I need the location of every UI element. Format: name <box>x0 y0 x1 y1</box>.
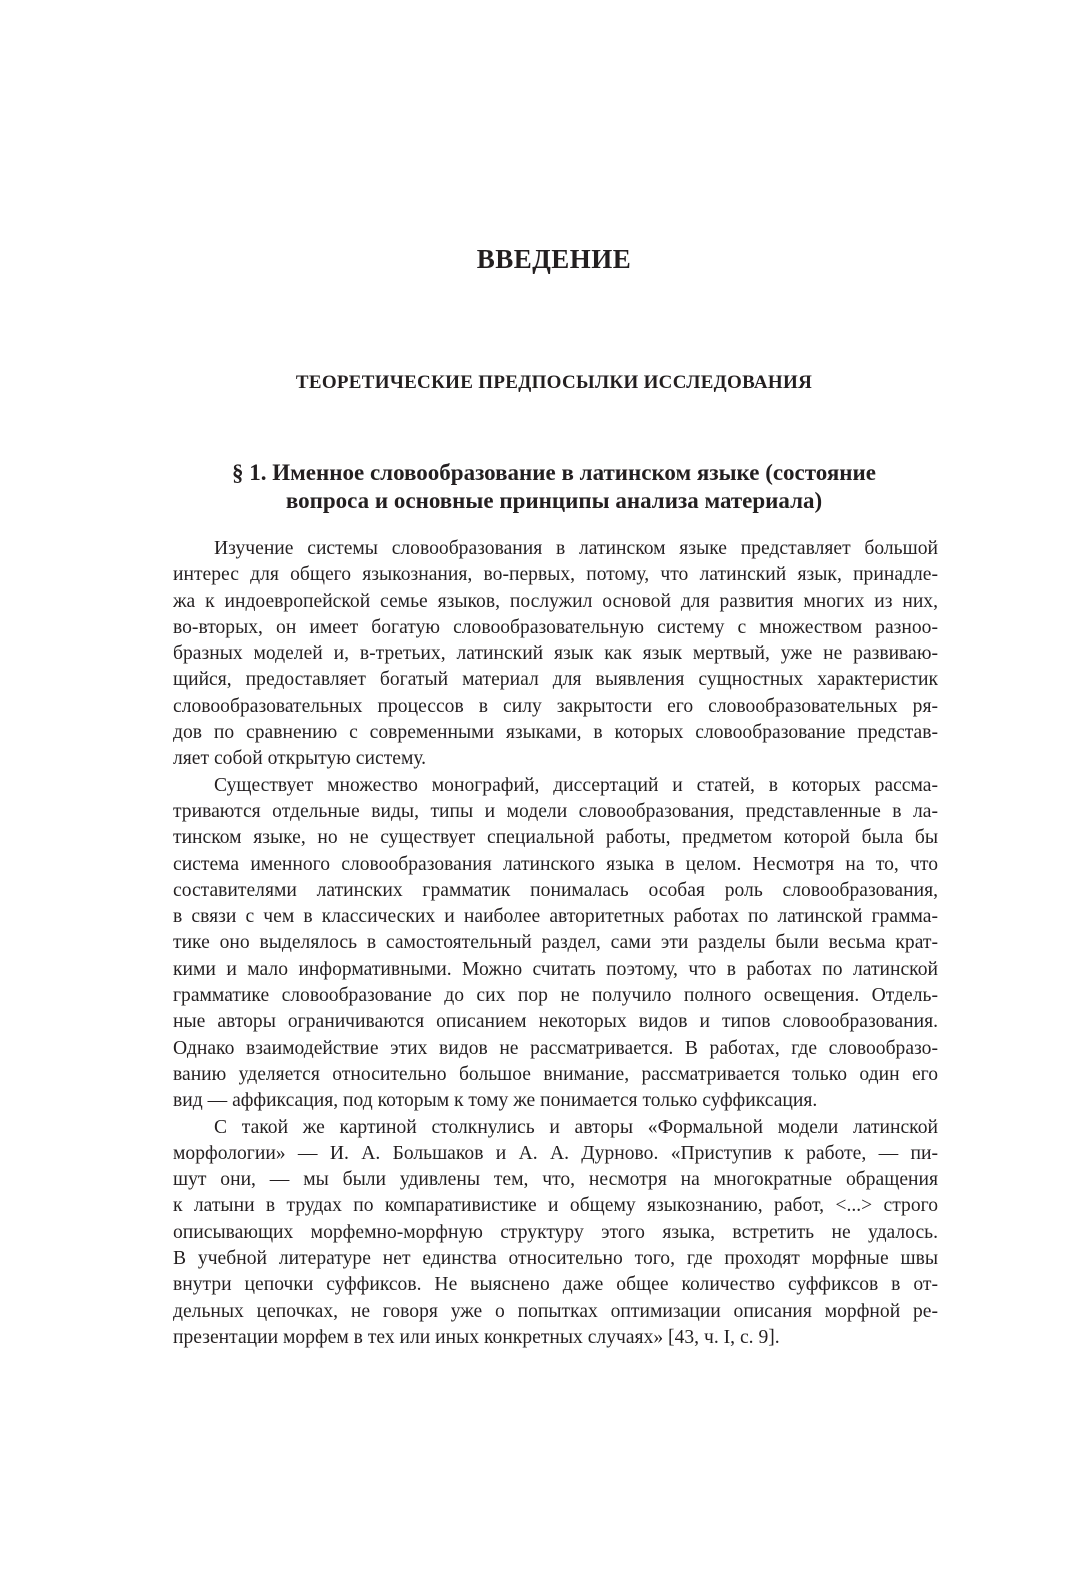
text-line: ванию уделяется относительно большое внимание, рассматривается только один его <box>173 1063 938 1085</box>
text-line: ляет собой открытую систему. <box>173 748 427 770</box>
text-line: во-вторых, он имеет богатую словообразовательную систему с множеством разноо- <box>173 616 938 638</box>
text-line: словообразовательных процессов в силу закрытости его словообразовательных ря- <box>173 695 938 717</box>
text-line: С такой же картиной столкнулись и авторы «Формальной модели латинской <box>214 1116 938 1138</box>
text-line: дельных цепочках, не говоря уже о попытках оптимизации описания морфной ре- <box>173 1300 938 1322</box>
text-line: шут они, — мы были удивлены тем, что, несмотря на многократные обращения <box>173 1169 938 1191</box>
text-line: жа к индоевропейской семье языков, послужил основой для развития многих из них, <box>173 590 938 612</box>
text-line: кими и мало информативными. Можно считать поэтому, что в работах по латинской <box>173 958 938 980</box>
chapter-title: ВВЕДЕНИЕ <box>476 244 632 274</box>
text-line: тике оно выделялось в самостоятельный раздел, сами эти разделы были весьма крат- <box>173 932 938 954</box>
text-line: составителями латинских грамматик понималась особая роль словообразования, <box>173 879 938 901</box>
text-line: презентации морфем в тех или иных конкретных случаях» [43, ч. I, с. 9]. <box>173 1326 780 1348</box>
text-line: Изучение системы словообразования в латинском языке представляет большой <box>214 538 938 559</box>
section-title-line: вопроса и основные принципы анализа материала) <box>285 488 823 513</box>
text-line: бразных моделей и, в-третьих, латинский язык как язык мертвый, уже не развиваю- <box>173 643 938 665</box>
text-line: триваются отдельные виды, типы и модели словообразования, представленные в ла- <box>173 800 938 822</box>
text-line: Существует множество монографий, диссертаций и статей, в которых рассма- <box>214 774 938 796</box>
paragraph <box>173 773 938 1115</box>
text-line: грамматике словообразование до сих пор не получило полного освещения. Отдель- <box>173 985 938 1007</box>
section-title <box>150 459 958 515</box>
part-title: ТЕОРЕТИЧЕСКИЕ ПРЕДПОСЫЛКИ ИССЛЕДОВАНИЯ <box>295 372 813 393</box>
section-title-line: § 1. Именное словообразование в латинском языке (состояние <box>232 460 876 485</box>
text-line: к латыни в трудах по компаративистике и общему языкознанию, работ, <...> строго <box>173 1195 938 1217</box>
text-line: интерес для общего языкознания, во-первых, потому, что латинский язык, принадле- <box>173 564 938 586</box>
paragraph <box>173 1115 938 1352</box>
body-text <box>173 536 938 1351</box>
text-line: тинском языке, но не существует специальной работы, предметом которой была бы <box>173 827 938 849</box>
text-line: морфологии» — И. А. Большаков и А. А. Дурново. «Приступив к работе, — пи- <box>173 1142 938 1164</box>
text-line: в связи с чем в классических и наиболее авторитетных работах по латинской грамма- <box>173 906 938 928</box>
text-line: щийся, предоставляет богатый материал для выявления сущностных характеристик <box>173 669 938 691</box>
text-line: ные авторы ограничиваются описанием некоторых видов и типов словообразования. <box>173 1011 938 1033</box>
text-line: Однако взаимодействие этих видов не рассматривается. В работах, где словообразо- <box>173 1037 938 1059</box>
text-line: внутри цепочки суффиксов. Не выяснено даже общее количество суффиксов в от- <box>173 1274 938 1296</box>
text-line: дов по сравнению с современными языками, в которых словообразование представ- <box>173 722 938 744</box>
paragraph <box>173 536 938 773</box>
text-line: вид — аффиксация, под которым к тому же понимается только суффиксация. <box>173 1090 818 1112</box>
text-line: система именного словообразования латинского языка в целом. Несмотря на то, что <box>173 853 938 875</box>
text-line: описывающих морфемно-морфную структуру этого языка, встретить не удалось. <box>173 1221 938 1243</box>
text-line: В учебной литературе нет единства относительно того, где проходят морфные швы <box>173 1248 938 1270</box>
